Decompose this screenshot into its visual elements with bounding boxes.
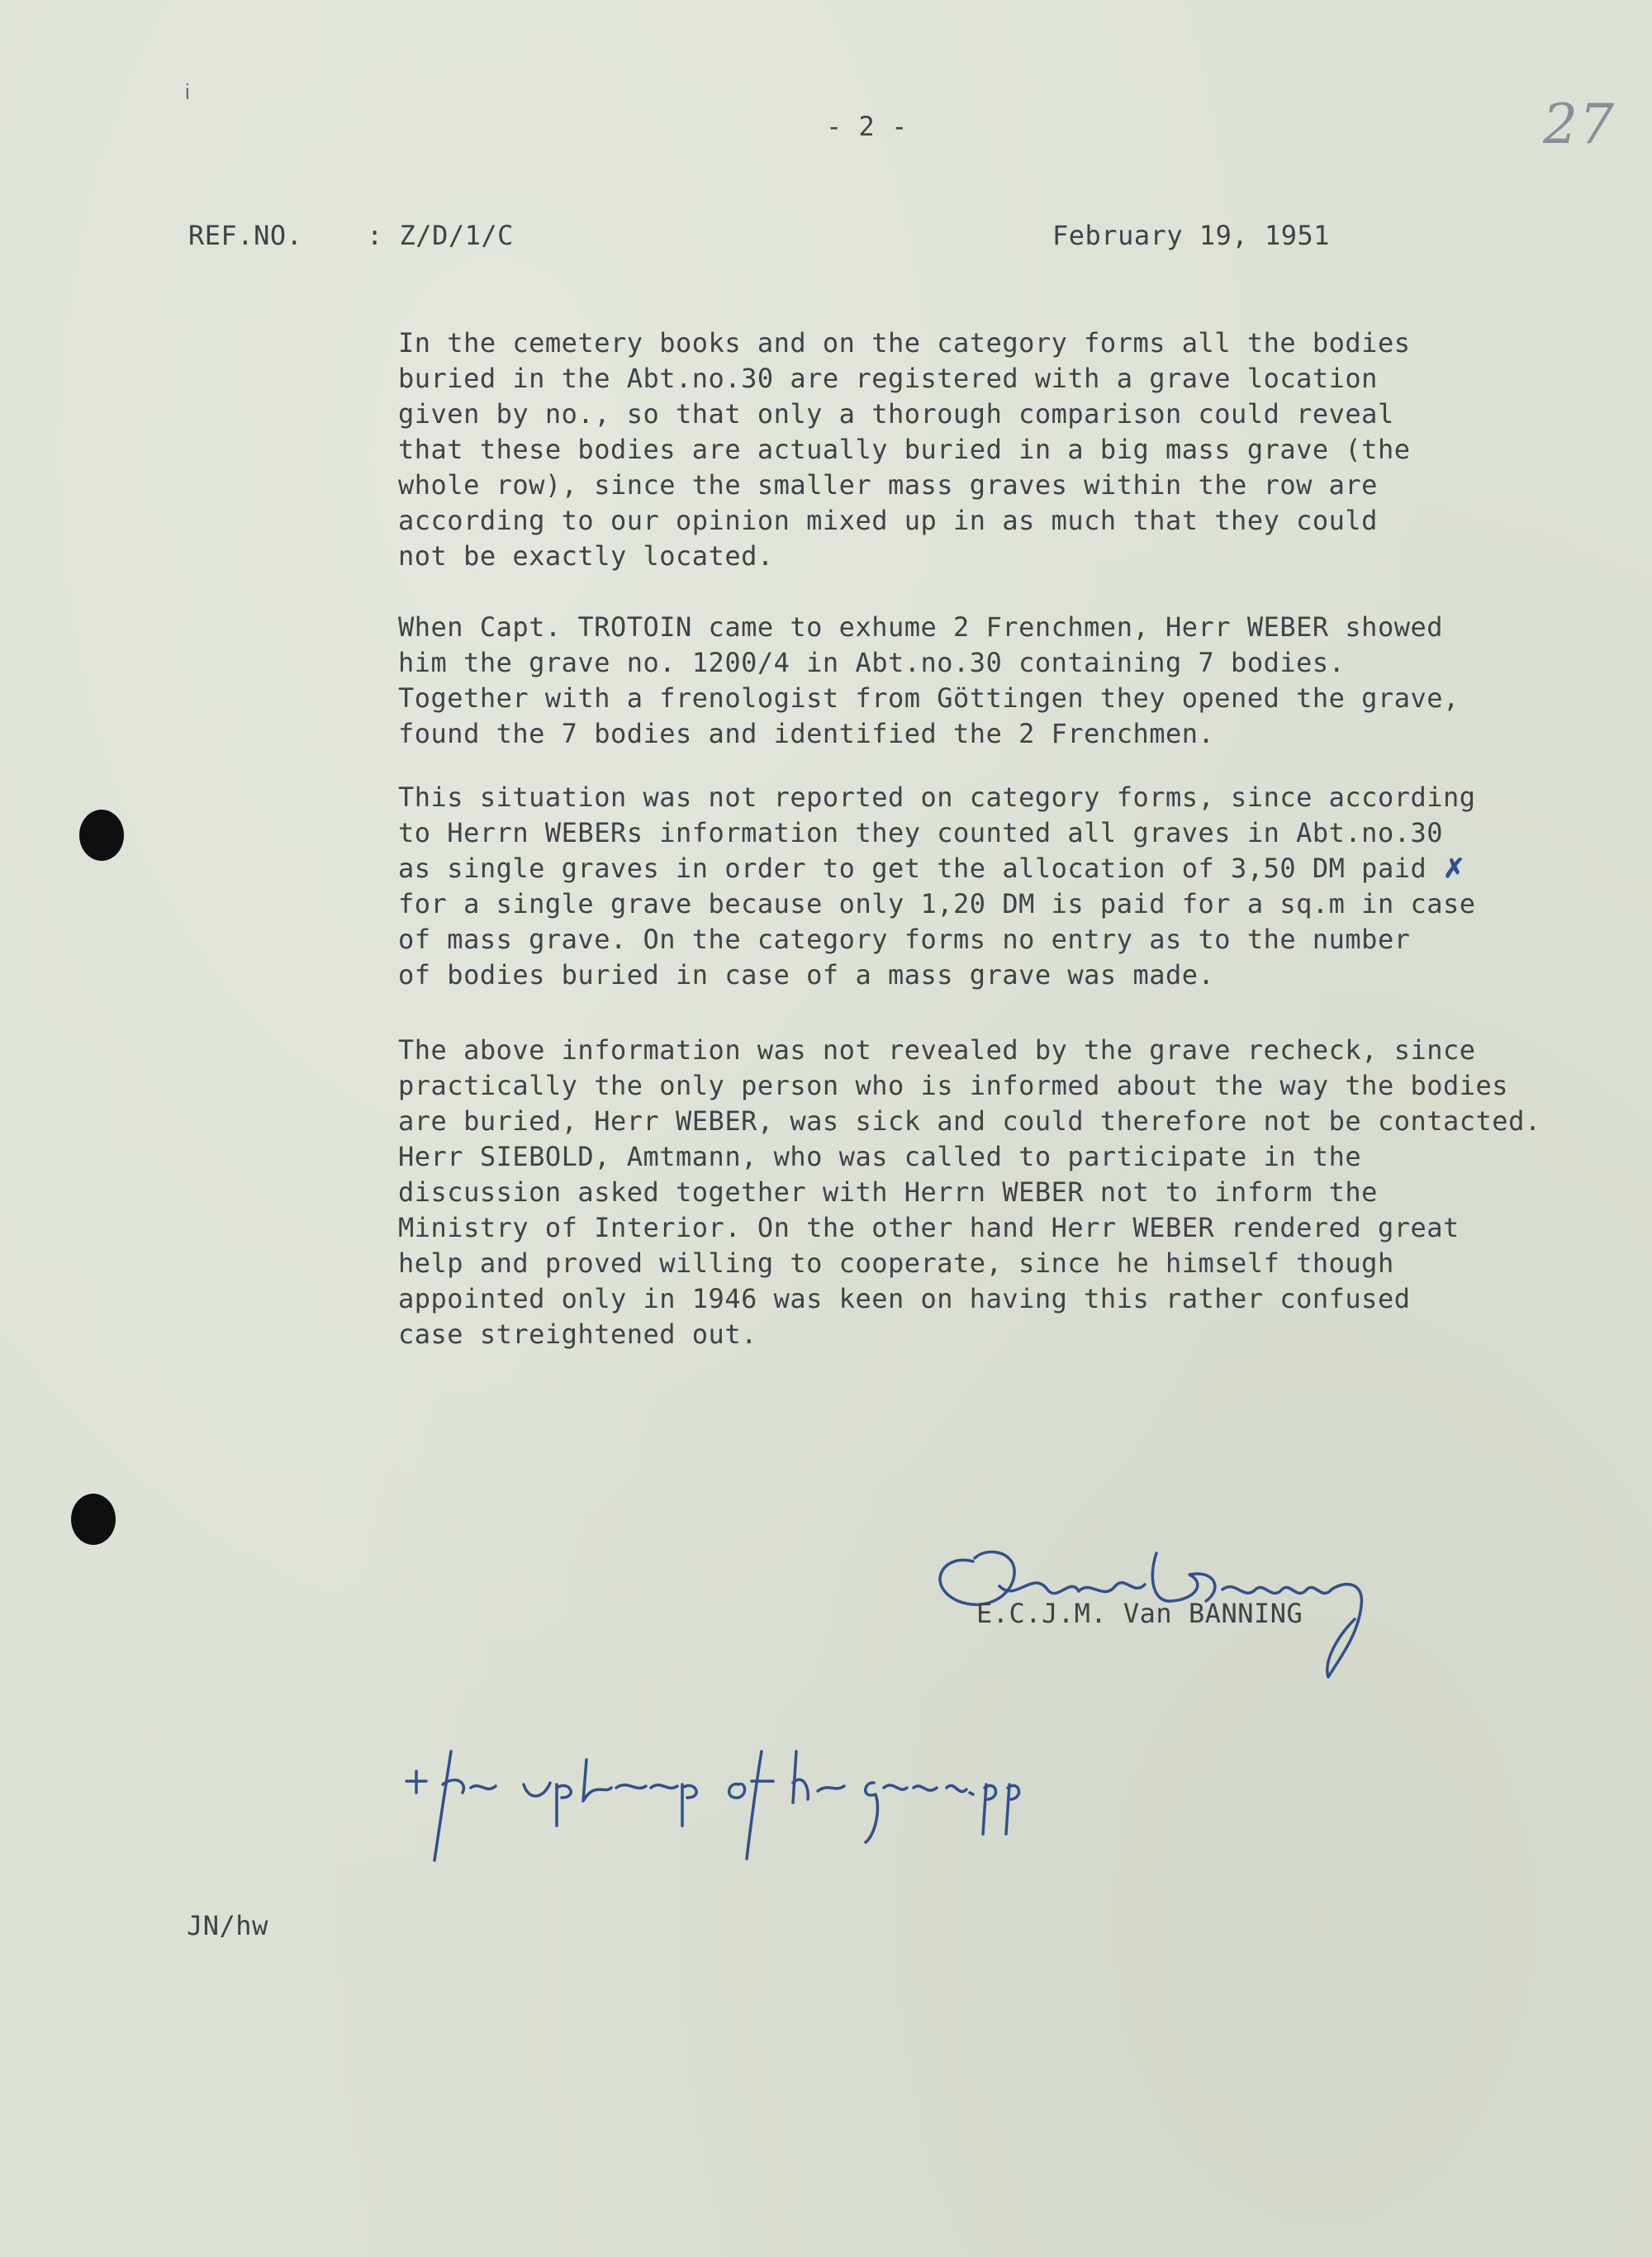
text-line: When Capt. TROTOIN came to exhume 2 Frenchmen, Herr WEBER showed (398, 611, 1443, 643)
text-line: are buried, Herr WEBER, was sick and could therefore not be contacted. (398, 1105, 1541, 1137)
reference-number: : Z/D/1/C (367, 220, 514, 251)
text-line: case streightened out. (398, 1319, 757, 1350)
text-line: to Herrn WEBERs information they counted all graves in Abt.no.30 (398, 817, 1443, 848)
text-line: This situation was not reported on category forms, since according (398, 782, 1476, 813)
text-line: him the grave no. 1200/4 in Abt.no.30 containing 7 bodies. (398, 647, 1346, 678)
text-line: Together with a frenologist from Göttingen they opened the grave, (398, 682, 1460, 714)
text-line: for a single grave because only 1,20 DM is paid for a sq.m in case (398, 888, 1476, 919)
text-line: In the cemetery books and on the category forms all the bodies (398, 327, 1411, 359)
text-line: according to our opinion mixed up in as much that they could (398, 505, 1378, 536)
text-line: found the 7 bodies and identified the 2 Frenchmen. (398, 718, 1215, 749)
margin-mark: i (185, 79, 190, 104)
text-line: as single graves in order to get the allocation of 3,50 DM paid (398, 853, 1427, 884)
handwritten-annotation (388, 1702, 1049, 1867)
punch-hole (71, 1494, 116, 1545)
text-line: Herr SIEBOLD, Amtmann, who was called to participate in the (398, 1141, 1362, 1172)
text-line: of mass grave. On the category forms no entry as to the number (398, 924, 1411, 955)
text-line: not be exactly located. (398, 540, 774, 572)
paragraph-cemetery-books (398, 325, 1621, 574)
text-line: whole row), since the smaller mass graves within the row are (398, 469, 1378, 501)
text-line: of bodies buried in case of a mass grave was made. (398, 959, 1215, 991)
text-line: discussion asked together with Herrn WEBER not to inform the (398, 1176, 1378, 1208)
typist-initials: JN/hw (187, 1910, 268, 1941)
paragraph-grave-recheck (398, 1033, 1621, 1352)
text-line: buried in the Abt.no.30 are registered with a grave location (398, 363, 1378, 394)
text-line: that these bodies are actually buried in a big mass grave (the (398, 434, 1411, 465)
signatory-name: E.C.J.M. Van BANNING (976, 1598, 1303, 1629)
handwritten-insertion-mark: ✗ (1443, 853, 1466, 883)
text-line: given by no., so that only a thorough comparison could reveal (398, 398, 1394, 430)
reference-label: REF.NO. (188, 220, 303, 251)
archive-page-number: 27 (1543, 93, 1616, 156)
letter-date: February 19, 1951 (1052, 220, 1331, 251)
paragraph-exhumation (398, 610, 1621, 752)
paragraph-category-forms (398, 780, 1621, 993)
text-line: help and proved willing to cooperate, since he himself though (398, 1247, 1394, 1279)
handwritten-signature (909, 1504, 1388, 1685)
text-line: Ministry of Interior. On the other hand Herr WEBER rendered great (398, 1212, 1460, 1243)
page-number: - 2 - (826, 111, 908, 142)
text-line: appointed only in 1946 was keen on having this rather confused (398, 1283, 1411, 1314)
text-line: practically the only person who is informed about the way the bodies (398, 1070, 1509, 1101)
text-line-with-mark (398, 851, 1621, 886)
punch-hole (79, 810, 124, 861)
text-line: The above information was not revealed by the grave recheck, since (398, 1034, 1476, 1066)
